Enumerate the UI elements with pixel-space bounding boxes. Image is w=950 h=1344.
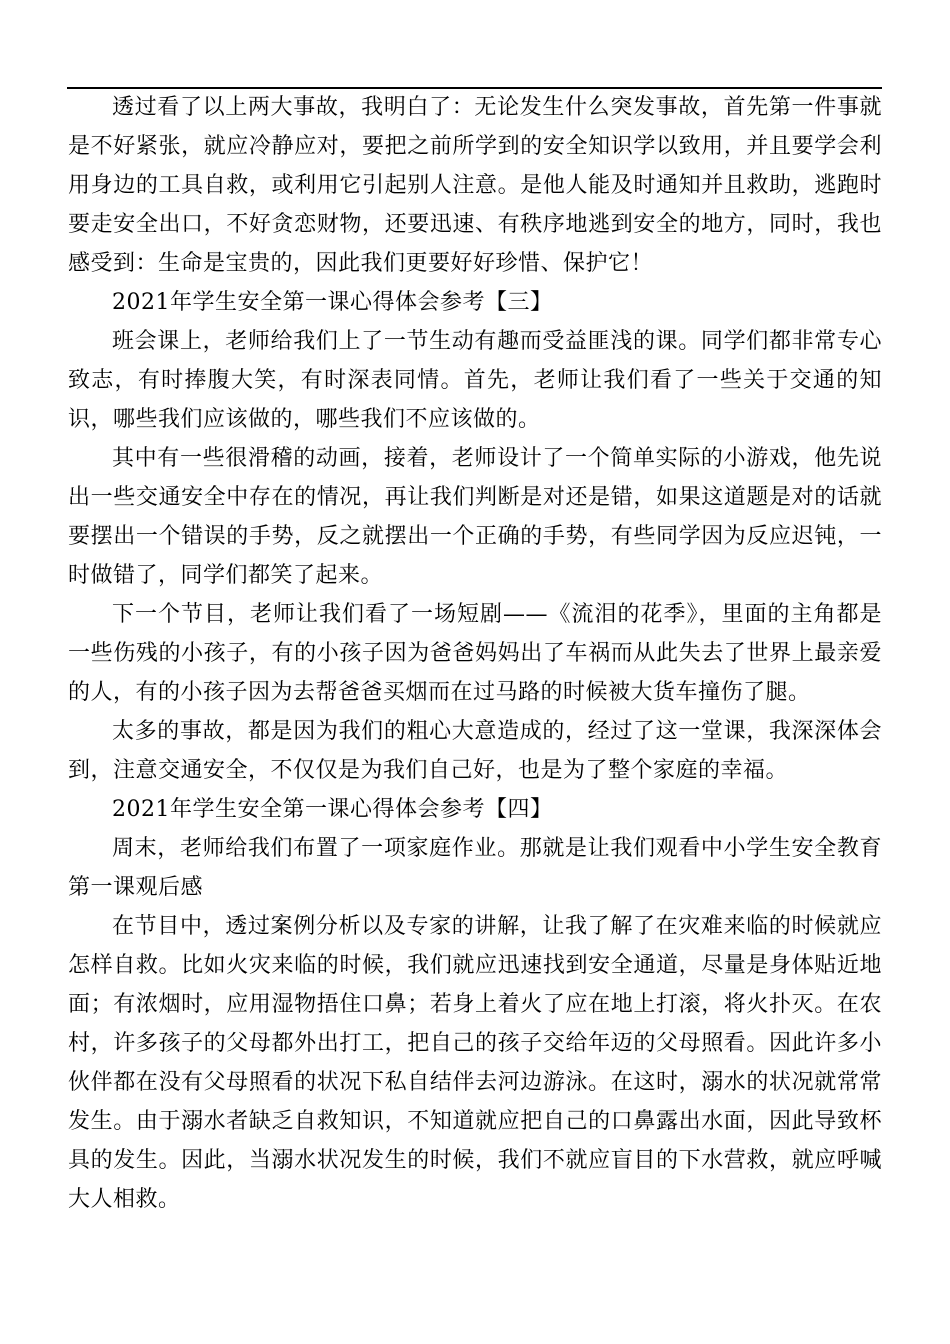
paragraph: 周末，老师给我们布置了一项家庭作业。那就是让我们观看中小学生安全教育第一课观后感 <box>68 836 882 900</box>
paragraph: 透过看了以上两大事故，我明白了：无论发生什么突发事故，首先第一件事就是不好紧张，就应冷静应对，要把之前所学到的安全知识学以致用，并且要学会利用身边的工具自救，或利用它引起别人注意。是他人能及时通知并且救助，逃跑时要走安全出口，不好贪恋财物，还要迅速、有秩序地逃到安全的地方，同时，我也感受到：生命是宝贵的，因此我们更要好好珍惜、保护它！ <box>68 95 882 276</box>
paragraph: 其中有一些很滑稽的动画，接着，老师设计了一个简单实际的小游戏，他先说出一些交通安全中存在的情况，再让我们判断是对还是错，如果这道题是对的话就要摆出一个错误的手势，反之就摆出一个正确的手势，有些同学因为反应迟钝，一时做错了，同学们都笑了起来。 <box>68 446 882 588</box>
paragraph: 在节目中，透过案例分析以及专家的讲解，让我了解了在灾难来临的时候就应怎样自救。比如火灾来临的时候，我们就应迅速找到安全通道，尽量是身体贴近地面；有浓烟时，应用湿物捂住口鼻；若身上着火了应在地上打滚，将火扑灭。在农村，许多孩子的父母都外出打工，把自己的孩子交给年迈的父母照看。因此许多小伙伴都在没有父母照看的状况下私自结伴去河边游泳。在这时，溺水的状况就常常发生。由于溺水者缺乏自救知识，不知道就应把自己的口鼻露出水面，因此导致杯具的发生。因此，当溺水状况发生的时候，我们不就应盲目的下水营救，就应呼喊大人相救。 <box>68 914 882 1212</box>
section-heading: 2021年学生安全第一课心得体会参考【四】 <box>112 797 553 822</box>
section-heading: 2021年学生安全第一课心得体会参考【三】 <box>112 290 553 315</box>
paragraph: 下一个节目，老师让我们看了一场短剧——《流泪的花季》，里面的主角都是一些伤残的小孩子，有的小孩子因为爸爸妈妈出了车祸而从此失去了世界上最亲爱的人，有的小孩子因为去帮爸爸买烟而在过马路的时候被大货车撞伤了腿。 <box>68 602 882 705</box>
document-body <box>68 88 882 1219</box>
paragraph: 太多的事故，都是因为我们的粗心大意造成的，经过了这一堂课，我深深体会到，注意交通安全，不仅仅是为我们自己好，也是为了整个家庭的幸福。 <box>68 719 882 783</box>
paragraph: 班会课上，老师给我们上了一节生动有趣而受益匪浅的课。同学们都非常专心致志，有时捧腹大笑，有时深表同情。首先，老师让我们看了一些关于交通的知识，哪些我们应该做的，哪些我们不应该做的。 <box>68 329 882 432</box>
